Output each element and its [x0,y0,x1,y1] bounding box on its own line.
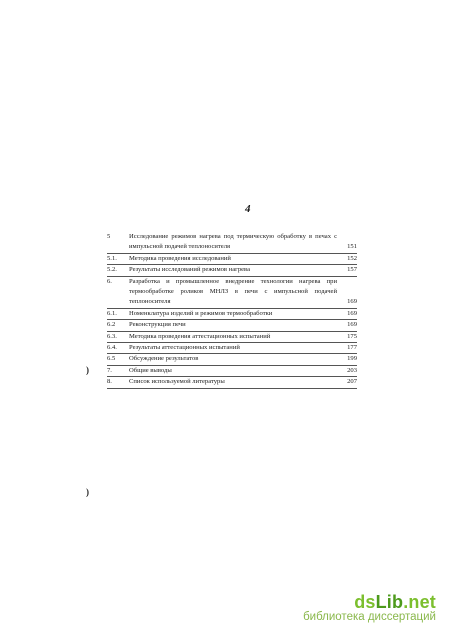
toc-entry [107,343,357,353]
toc-entry [107,332,357,342]
toc-number: 6.5 [107,355,116,363]
toc-entry [107,254,357,264]
toc-number: 6. [107,277,112,285]
toc-entry [107,320,357,330]
toc-entry [107,366,357,376]
toc-page: 203 [347,366,357,374]
toc-entry [107,277,357,308]
toc-title: Общие выводы [129,366,172,374]
toc-title: Разработка и промышленное внедрение технологии нагрева при термообработке роликов МНЛЗ в печи с импульсной подачей теплоносителя [129,277,337,306]
page-number: 4 [245,203,251,215]
toc-title: Номенклатура изделий и режимов термообработки [129,309,273,317]
toc-number: 6.3. [107,332,117,340]
toc-number: 8. [107,378,112,386]
toc-entry [107,354,357,364]
toc-page: 152 [347,254,357,262]
toc-page: 199 [347,355,357,363]
toc-title: Результаты исследований режимов нагрева [129,266,251,274]
toc-page: 169 [347,321,357,329]
toc-page: 207 [347,378,357,386]
toc-number: 6.1. [107,309,117,317]
toc-title: Обсуждение результатов [129,355,199,363]
toc-title: Результаты аттестационных испытаний [129,344,240,352]
toc-number: 5.2. [107,266,117,274]
toc-number: 7. [107,366,112,374]
toc-number: 6.4. [107,344,117,352]
binding-hole-mark: ) [86,487,89,497]
toc-page: 169 [347,298,357,306]
toc-title: Методика проведения исследований [129,254,231,262]
table-of-contents [107,232,357,389]
toc-entry [107,377,357,387]
toc-page: 157 [347,266,357,274]
toc-page: 175 [347,332,357,340]
toc-title: Реконструкция печи [129,321,186,329]
binding-hole-mark: ) [86,365,89,375]
toc-entry [107,265,357,275]
toc-entry [107,309,357,319]
toc-title: Список используемой литературы [129,378,225,386]
site-tagline: библиотека диссертаций [303,611,436,623]
toc-page: 169 [347,309,357,317]
toc-page: 151 [347,243,357,251]
site-logo: dsLib.net [354,592,436,612]
toc-entry [107,232,357,253]
watermark [303,593,436,624]
toc-title: Исследование режимов нагрева под термическую обработку в печах с импульсной подачей теплоносителя [129,233,337,251]
toc-number: 5 [107,233,111,240]
toc-number: 6.2 [107,321,116,329]
divider [107,388,357,389]
toc-page: 177 [347,344,357,352]
toc-title: Методика проведения аттестационных испытаний [129,332,271,340]
toc-number: 5.1. [107,254,117,262]
